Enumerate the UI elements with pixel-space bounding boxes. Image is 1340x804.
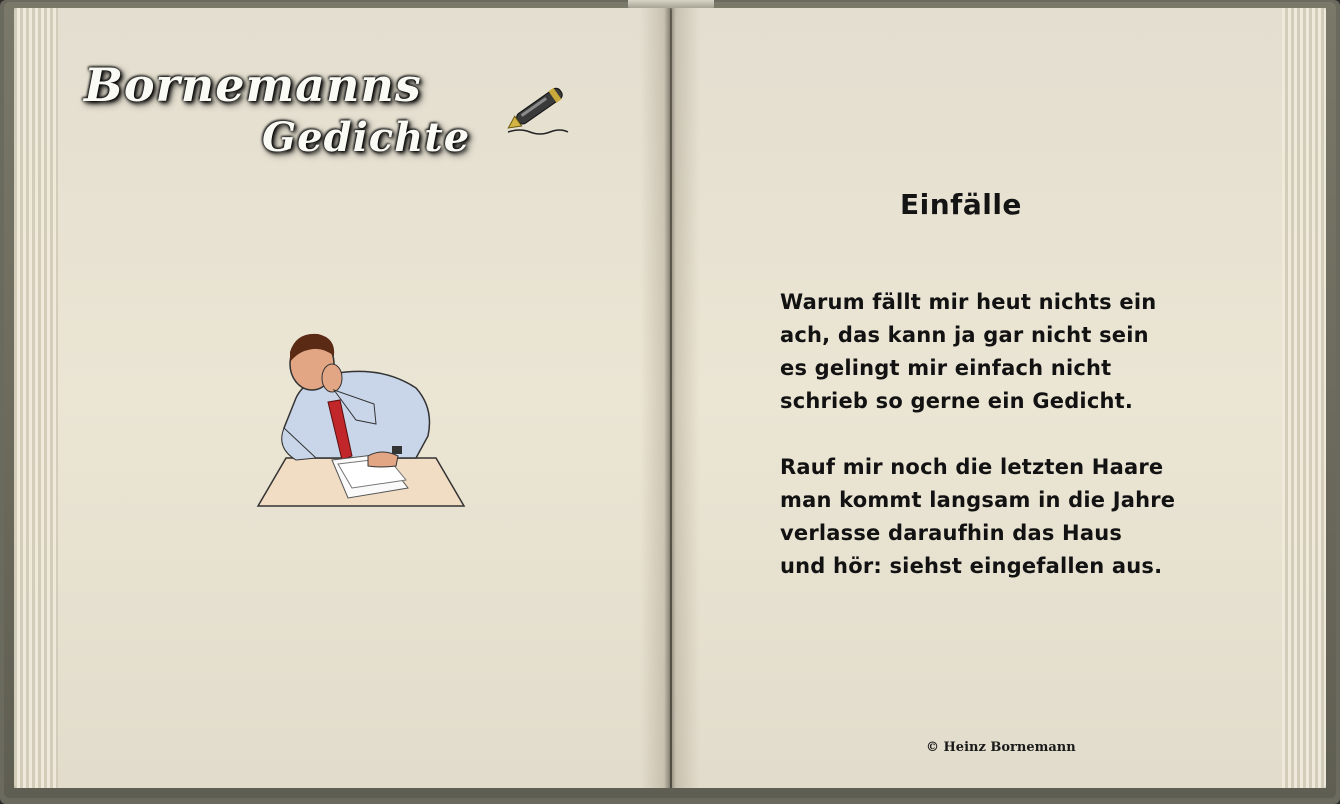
book-spine-gutter <box>640 8 700 788</box>
thinking-man-illustration <box>256 328 466 508</box>
site-logo[interactable] <box>80 56 471 166</box>
poem-stanza-2 <box>780 451 1240 583</box>
poem-line: es gelingt mir einfach nicht <box>780 356 1112 380</box>
poem-stanza-1 <box>780 286 1240 418</box>
poem-line: ach, das kann ja gar nicht sein <box>780 323 1149 347</box>
right-page-edges <box>1282 8 1326 788</box>
poem-line: und hör: siehst eingefallen aus. <box>780 554 1163 578</box>
left-page-edges <box>14 8 58 788</box>
poem-line: Warum fällt mir heut nichts ein <box>780 290 1157 314</box>
poem-line: Rauf mir noch die letzten Haare <box>780 455 1164 479</box>
copyright-notice: © Heinz Bornemann <box>926 740 1076 755</box>
fountain-pen-icon <box>500 74 580 140</box>
poem-line: man kommt langsam in die Jahre <box>780 488 1176 512</box>
logo-line-1: Bornemanns <box>84 58 422 112</box>
logo-line-2: Gedichte <box>262 114 471 161</box>
poem-line: verlasse daraufhin das Haus <box>780 521 1123 545</box>
poem-title: Einfälle <box>900 188 1022 221</box>
poem-line: schrieb so gerne ein Gedicht. <box>780 389 1134 413</box>
